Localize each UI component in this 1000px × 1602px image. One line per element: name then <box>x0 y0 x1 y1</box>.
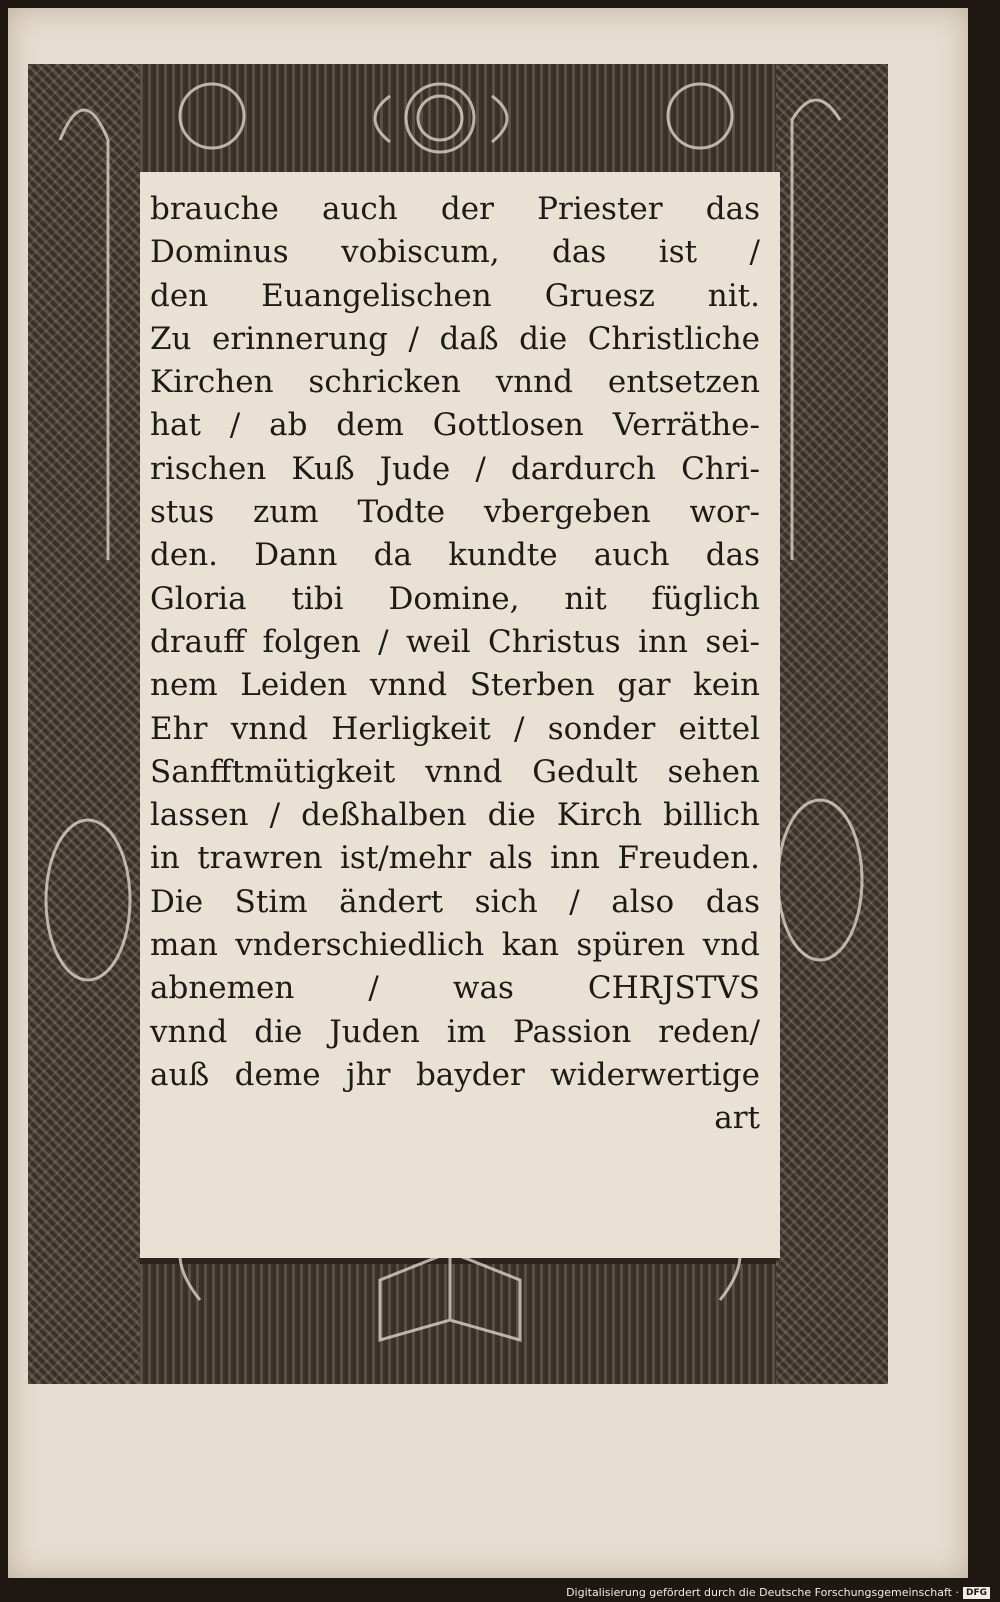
catchword: art <box>714 1100 760 1137</box>
text-line: vnnd die Juden im Passion reden/ <box>150 1013 760 1050</box>
text-line: lassen / deßhalben die Kirch billich <box>150 797 760 834</box>
text-line: Zu erinnerung / daß die Christliche <box>150 320 760 357</box>
text-line: Gloria tibi Domine, nit füglich <box>150 580 760 617</box>
text-line: drauff folgen / weil Christus inn sei- <box>150 623 760 660</box>
text-line: abnemen / was CHRJSTVS <box>150 970 760 1007</box>
text-line: den. Dann da kundte auch das <box>150 537 760 574</box>
text-line: auß deme jhr bayder widerwertige <box>150 1056 760 1093</box>
credit-text: Digitalisierung gefördert durch die Deutsche Forschungsgemeinschaft · <box>566 1586 959 1599</box>
text-line: man vnderschiedlich kan spüren vnd <box>150 927 760 964</box>
text-line: rischen Kuß Jude / dardurch Chri- <box>150 450 760 487</box>
text-line: in trawren ist/mehr als inn Freuden. <box>150 840 760 877</box>
text-line: den Euangelischen Gruesz nit. <box>150 277 760 314</box>
text-line: stus zum Todte vbergeben wor- <box>150 494 760 531</box>
text-line: Kirchen schricken vnnd entsetzen <box>150 364 760 401</box>
text-line: Die Stim ändert sich / also das <box>150 883 760 920</box>
body-text <box>150 188 760 1141</box>
text-line: hat / ab dem Gottlosen Verräthe- <box>150 407 760 444</box>
text-line: brauche auch der Priester das <box>150 191 760 227</box>
digitization-credit <box>566 1586 990 1599</box>
dfg-logo: DFG <box>963 1587 990 1599</box>
text-line: Dominus vobiscum, das ist / <box>150 234 760 271</box>
text-line: Sanfftmütigkeit vnnd Gedult sehen <box>150 753 760 790</box>
text-line: Ehr vnnd Herligkeit / sonder eittel <box>150 710 760 747</box>
text-line: nem Leiden vnnd Sterben gar kein <box>150 667 760 704</box>
